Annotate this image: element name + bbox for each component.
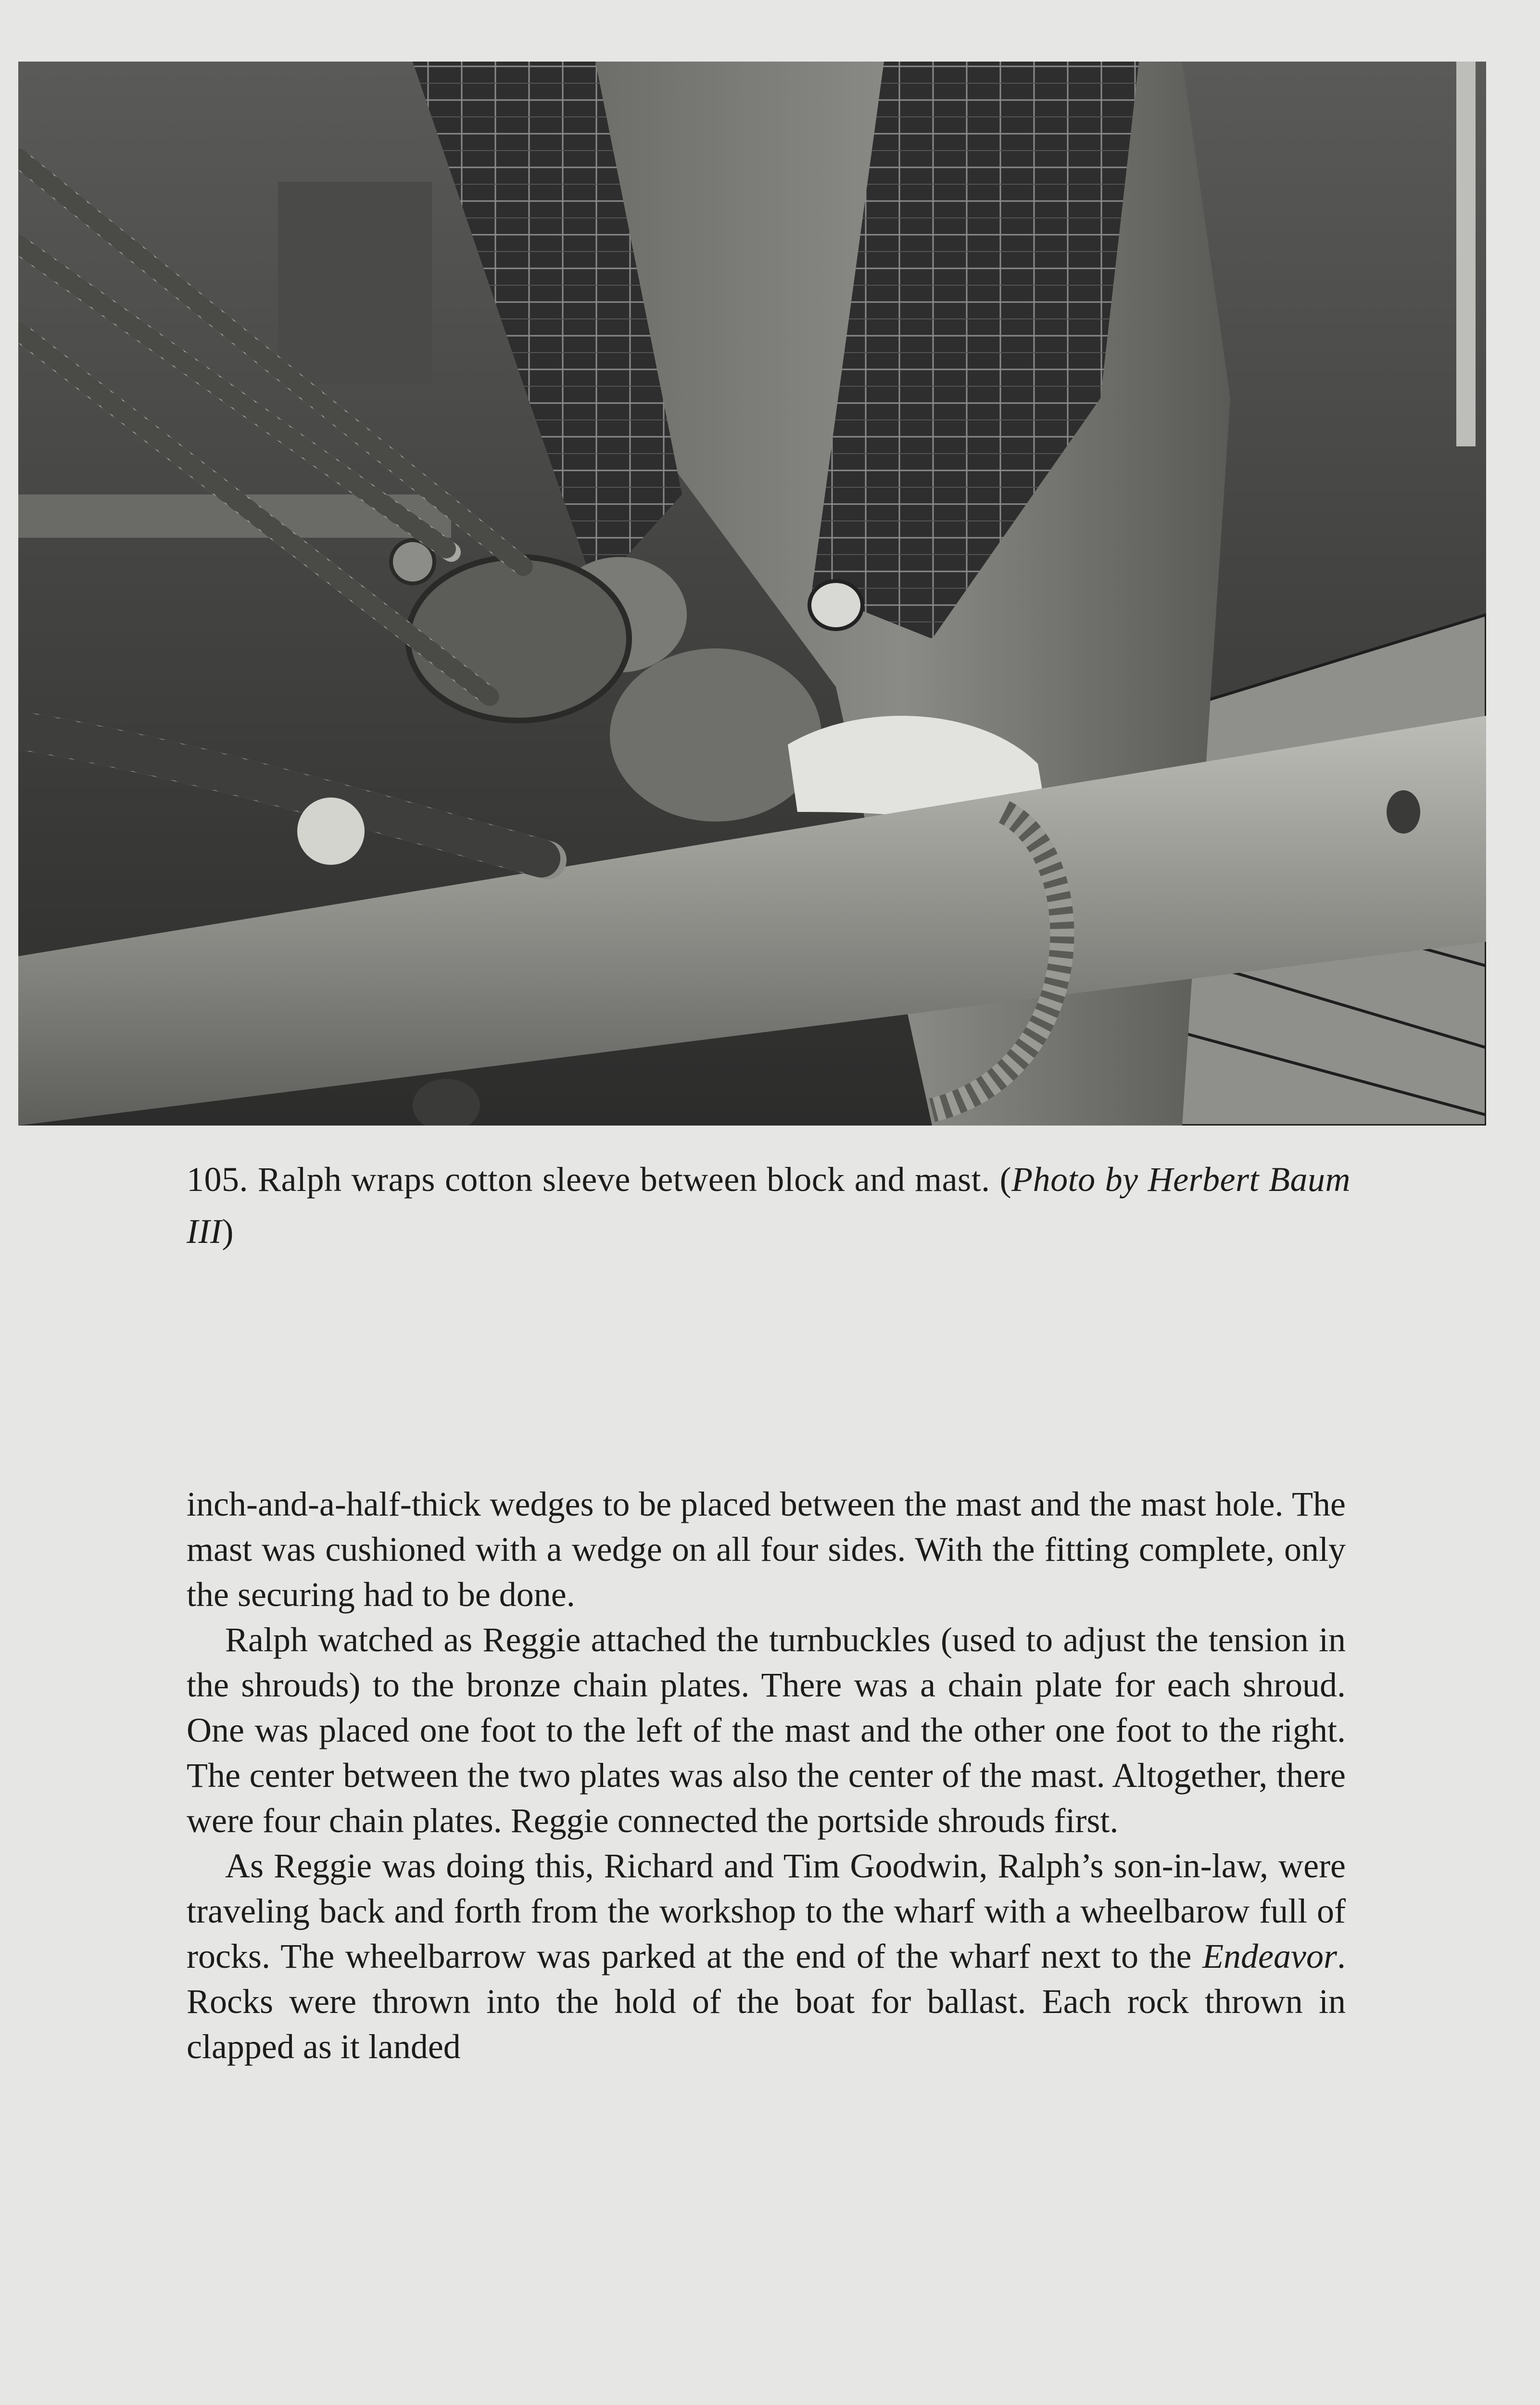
figure-caption: [187, 1153, 1351, 1257]
body-text: [187, 1481, 1346, 2069]
paragraph-1: inch-and-a-half-thick wedges to be placed between the mast and the mast hole. The mast was cushioned with a wedge on all four sides. With the fitting complete, only the securing had to be done.: [187, 1485, 1346, 1614]
paragraph-3-end: . Rocks were thrown into the hold of the boat for ballast. Each rock thrown in clapped as it landed: [187, 1937, 1346, 2066]
caption-credit-close-paren: ): [222, 1212, 234, 1251]
mast-rigging-photo: [18, 62, 1486, 1126]
caption-number: 105.: [187, 1160, 248, 1199]
boat-name: Endeavor: [1202, 1937, 1337, 1975]
paragraph-3: [187, 1843, 1346, 2069]
paragraph-2: Ralph watched as Reggie attached the turnbuckles (used to adjust the tension in the shrouds) to the bronze chain plates. There was a chain plate for each shroud. One was placed one foot to the left of the mast and the other one foot to the right. The center between the two plates was also the center of the mast. Altogether, there were four chain plates. Reggie connected the portside shrouds first.: [187, 1620, 1346, 1840]
caption-credit: Photo by Herbert Baum III: [187, 1160, 1351, 1251]
paragraph-3-start: As Reggie was doing this, Richard and Tim Goodwin, Ralph’s son-in-law, were traveling back and forth from the workshop to the wharf with a wheelbarow full of rocks. The wheelbarrow was parked at the end of the wharf next to the: [187, 1847, 1346, 1975]
caption-credit-open-paren: (: [999, 1160, 1012, 1199]
caption-text: Ralph wraps cotton sleeve between block and mast.: [258, 1160, 990, 1199]
photo-illustration: [18, 62, 1486, 1126]
